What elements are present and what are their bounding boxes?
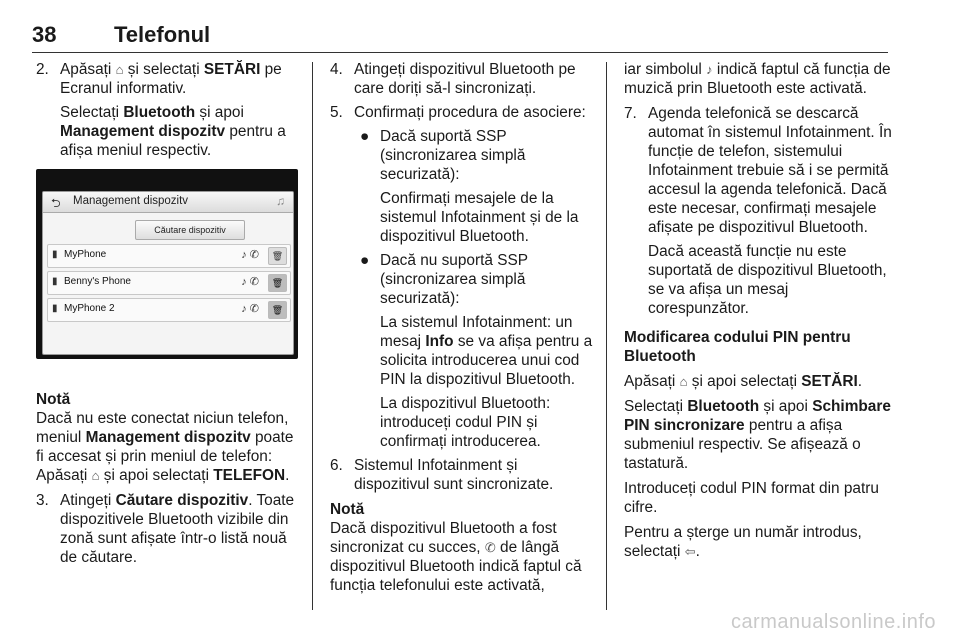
bullet-ssp-no: ● Dacă nu suportă SSP (sincronizarea simplă securizată): — [360, 252, 528, 307]
step-2: 2. Apăsați ⌂ și selectați SETĂRI pe Ecranul informativ. — [36, 61, 282, 97]
phone-icon: ▮ — [52, 276, 58, 287]
device-row — [47, 271, 291, 295]
back-icon: ⮌ — [51, 196, 61, 210]
note-text: Dacă nu este conectat niciun telefon, meniul Management dispozitv poate fi accesat și prin meniul de telefon: Apăsați ⌂ și apoi selectați TELEFON. — [36, 410, 294, 484]
select-instruction: Selectați Bluetooth și apoi Schimbare PIN sincronizare pentru a afișa submeniul respectiv. Se afișează o tastatură. — [624, 398, 891, 472]
search-device-button: Căutare dispozitiv — [135, 220, 245, 240]
device-management-screenshot — [36, 169, 298, 359]
backspace-icon: ⇦ — [684, 544, 696, 559]
phone-icon: ▮ — [52, 303, 58, 314]
bluetooth-status-icons: ♪✆ — [241, 303, 262, 315]
screen-title: Management dispozitv — [73, 195, 189, 207]
device-row — [47, 298, 291, 322]
column-2 — [330, 60, 594, 601]
step-5: 5. Confirmați procedura de asociere: — [330, 104, 586, 121]
delete-instruction: Pentru a șterge un număr introdus, selectați ⇦. — [624, 524, 862, 560]
device-name: MyPhone 2 — [64, 303, 115, 314]
home-icon: ⌂ — [679, 374, 688, 389]
column-1 — [36, 60, 298, 165]
home-icon: ⌂ — [91, 468, 100, 483]
continued-text: iar simbolul ♪ indică faptul că funcția de muzică prin Bluetooth este activată. — [624, 61, 891, 97]
home-icon: ⌂ — [115, 62, 124, 77]
delete-icon: 🗑 — [268, 301, 287, 319]
note-heading: Notă — [330, 501, 365, 518]
step-4: 4. Atingeți dispozitivul Bluetooth pe care doriți să-l sincronizați. — [330, 61, 576, 97]
ssp-no-text: La sistemul Infotainment: un mesaj Info se va afișa pentru a solicita introducerea unui cod PIN la dispozitivul Bluetooth. — [380, 314, 593, 388]
step-7: 7. Agenda telefonică se descarcă automat în sistemul Infotainment. În funcție de telefon, sistemului Infotainment trebuie să i se permită accesul la agenda telefonică. Dacă este necesar, confirmați mesajele afișate pe dispozitivul Bluetooth. — [624, 105, 892, 236]
bullet-ssp-yes: ● Dacă suportă SSP (sincronizarea simplă securizată): — [360, 128, 526, 183]
device-name: Benny's Phone — [64, 276, 131, 287]
note-heading: Notă — [36, 391, 71, 408]
column-divider — [312, 62, 313, 610]
page-header — [32, 14, 888, 53]
note-text: Dacă dispozitivul Bluetooth a fost sincronizat cu succes, ✆ de lângă dispozitivul Bluetooth indică faptul că funcția telefonului este activată, — [330, 520, 582, 594]
press-instruction: Apăsați ⌂ și apoi selectați SETĂRI. — [624, 373, 862, 390]
enter-pin-text: Introduceți codul PIN format din patru cifre. — [624, 480, 879, 516]
column-3 — [624, 60, 892, 567]
watermark: carmanualsonline.info — [730, 611, 936, 633]
ssp-no-device-text: La dispozitivul Bluetooth: introduceți codul PIN și confirmați introducerea. — [380, 395, 551, 450]
bluetooth-status-icons: ♪✆ — [241, 249, 262, 261]
bluetooth-status-icons: ♪✆ — [241, 276, 262, 288]
ssp-yes-text: Confirmați mesajele de la sistemul Infotainment și de la dispozitivul Bluetooth. — [380, 190, 579, 245]
music-bluetooth-icon: ♪ — [706, 62, 713, 77]
screen — [42, 191, 294, 355]
step-7-note: Dacă această funcție nu este suportată de dispozitivul Bluetooth, se va afișa un mesaj corespunzător. — [648, 243, 887, 317]
device-name: MyPhone — [64, 249, 107, 260]
delete-icon: 🗑 — [268, 274, 287, 292]
music-icon: ♫ — [276, 194, 285, 208]
column-divider — [606, 62, 607, 610]
section-heading: Modificarea codului PIN pentru Bluetooth — [624, 329, 851, 365]
phone-icon: ▮ — [52, 249, 58, 260]
phone-active-icon: ✆ — [484, 540, 496, 555]
step-6: 6. Sistemul Infotainment și dispozitivul sunt sincronizate. — [330, 457, 554, 493]
device-row — [47, 244, 291, 268]
delete-icon: 🗑 — [268, 247, 287, 265]
screen-title-bar — [43, 192, 293, 213]
page-title: Telefonul — [114, 22, 211, 47]
page-number: 38 — [32, 22, 57, 47]
step-3: 3. Atingeți Căutare dispozitiv. Toate dispozitivele Bluetooth vizibile din zonă sunt afișate într-o listă nouă de căutare. — [36, 492, 295, 566]
select-instruction: Selectați Bluetooth și apoi Management dispozitv pentru a afișa meniul respectiv. — [60, 104, 286, 159]
column-1-lower — [36, 390, 298, 572]
